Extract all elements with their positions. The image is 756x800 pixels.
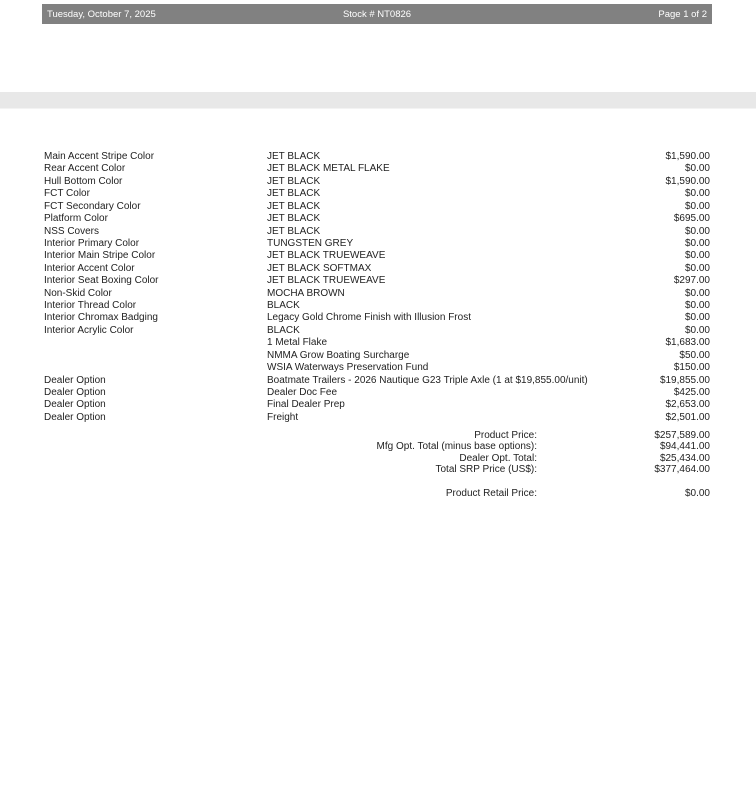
total-value: $25,434.00 — [659, 452, 710, 464]
header-stock-number: Stock # NT0826 — [342, 8, 412, 20]
table-row — [44, 213, 710, 225]
totals-lines — [44, 430, 710, 476]
option-name-cell: Dealer Option — [44, 387, 106, 399]
option-description-cell: BLACK — [267, 300, 300, 312]
option-description-cell: 1 Metal Flake — [267, 337, 328, 349]
total-value: $377,464.00 — [654, 464, 710, 476]
option-description-cell: JET BLACK METAL FLAKE — [267, 163, 390, 175]
table-row — [44, 176, 710, 188]
table-row — [44, 263, 710, 275]
option-description-cell: Dealer Doc Fee — [267, 387, 338, 399]
option-price-cell: $50.00 — [679, 349, 710, 361]
option-price-cell: $0.00 — [684, 200, 710, 212]
option-description-cell: JET BLACK — [267, 151, 321, 162]
option-description-cell: Legacy Gold Chrome Finish with Illusion Frost — [267, 312, 471, 324]
option-price-cell: $0.00 — [684, 287, 710, 299]
option-description-cell: MOCHA BROWN — [267, 287, 345, 299]
option-description-cell: JET BLACK TRUEWEAVE — [267, 250, 386, 262]
option-name-cell: FCT Color — [44, 188, 90, 200]
option-name-cell — [44, 350, 267, 362]
total-value: $257,589.00 — [654, 430, 710, 441]
option-description-cell: TUNGSTEN GREY — [267, 237, 354, 249]
retail-price-label: Product Retail Price: — [445, 487, 537, 499]
option-name-cell: Interior Acrylic Color — [44, 324, 134, 336]
option-price-cell: $0.00 — [684, 188, 710, 200]
total-line — [44, 430, 710, 441]
option-name-cell: Dealer Option — [44, 411, 106, 423]
table-row — [44, 275, 710, 287]
option-name-cell: Dealer Option — [44, 374, 106, 386]
option-description-cell: Freight — [267, 411, 299, 423]
option-price-cell: $0.00 — [684, 262, 710, 274]
option-description-cell: JET BLACK — [267, 188, 321, 200]
table-row — [44, 312, 710, 324]
option-name-cell: Platform Color — [44, 213, 108, 225]
option-description-cell: JET BLACK TRUEWEAVE — [267, 275, 386, 287]
option-name-cell: Interior Chromax Badging — [44, 312, 158, 324]
option-price-cell: $0.00 — [684, 225, 710, 237]
report-header-bar — [42, 4, 712, 24]
table-row — [44, 387, 710, 399]
option-price-cell: $19,855.00 — [659, 374, 710, 386]
option-price-cell: $0.00 — [684, 300, 710, 312]
table-row — [44, 151, 710, 163]
table-row — [44, 399, 710, 411]
option-description-cell: JET BLACK — [267, 200, 321, 212]
total-label: Product Price: — [474, 430, 537, 441]
option-name-cell — [44, 362, 267, 374]
table-row — [44, 375, 710, 387]
totals-section — [44, 430, 710, 499]
table-row — [44, 337, 710, 349]
option-price-cell: $0.00 — [684, 312, 710, 324]
option-description-cell: JET BLACK — [267, 175, 321, 187]
option-price-cell: $0.00 — [684, 250, 710, 262]
option-price-cell: $297.00 — [673, 275, 710, 287]
option-name-cell: Hull Bottom Color — [44, 175, 123, 187]
option-price-cell: $2,501.00 — [665, 411, 710, 423]
option-price-cell: $0.00 — [684, 237, 710, 249]
option-price-cell: $0.00 — [684, 163, 710, 175]
option-price-cell: $150.00 — [673, 362, 710, 374]
table-row — [44, 362, 710, 374]
option-name-cell — [44, 337, 267, 349]
table-row — [44, 163, 710, 175]
option-name-cell: Main Accent Stripe Color — [44, 151, 155, 162]
header-date: Tuesday, October 7, 2025 — [47, 8, 156, 20]
option-description-cell: BLACK — [267, 324, 300, 336]
option-description-cell: WSIA Waterways Preservation Fund — [267, 362, 429, 374]
option-name-cell: Non-Skid Color — [44, 287, 112, 299]
option-price-cell: $1,683.00 — [665, 337, 710, 349]
table-row — [44, 412, 710, 424]
table-row — [44, 201, 710, 213]
table-row — [44, 350, 710, 362]
option-price-cell: $425.00 — [673, 387, 710, 399]
option-price-cell: $1,590.00 — [665, 175, 710, 187]
retail-price-value: $0.00 — [684, 487, 710, 499]
total-label: Mfg Opt. Total (minus base options): — [376, 441, 537, 453]
option-description-cell: JET BLACK — [267, 213, 321, 225]
retail-price-line — [44, 488, 710, 499]
option-name-cell: Dealer Option — [44, 399, 106, 411]
option-name-cell: Rear Accent Color — [44, 163, 126, 175]
group-header-band — [0, 92, 756, 109]
total-line — [44, 441, 710, 452]
option-description-cell: JET BLACK SOFTMAX — [267, 262, 372, 274]
total-line — [44, 453, 710, 464]
table-row — [44, 288, 710, 300]
option-description-cell: Final Dealer Prep — [267, 399, 345, 411]
header-page-indicator: Page 1 of 2 — [658, 8, 707, 20]
table-row — [44, 325, 710, 337]
table-row — [44, 226, 710, 238]
option-name-cell: NSS Covers — [44, 225, 100, 237]
option-name-cell: FCT Secondary Color — [44, 200, 141, 212]
options-table — [44, 151, 710, 424]
option-name-cell: Interior Accent Color — [44, 262, 135, 274]
option-description-cell: NMMA Grow Boating Surcharge — [267, 349, 410, 361]
table-row — [44, 300, 710, 312]
option-description-cell: JET BLACK — [267, 225, 321, 237]
option-price-cell: $2,653.00 — [665, 399, 710, 411]
table-row — [44, 238, 710, 250]
option-name-cell: Interior Main Stripe Color — [44, 250, 156, 262]
table-row — [44, 250, 710, 262]
option-price-cell: $0.00 — [684, 324, 710, 336]
total-line — [44, 464, 710, 475]
total-label: Dealer Opt. Total: — [459, 452, 537, 464]
option-description-cell: Boatmate Trailers - 2026 Nautique G23 Triple Axle (1 at $19,855.00/unit) — [267, 374, 588, 386]
total-value: $94,441.00 — [659, 441, 710, 453]
option-name-cell: Interior Primary Color — [44, 237, 140, 249]
option-name-cell: Interior Thread Color — [44, 300, 137, 312]
option-name-cell: Interior Seat Boxing Color — [44, 275, 159, 287]
option-price-cell: $1,590.00 — [665, 151, 710, 162]
table-row — [44, 188, 710, 200]
total-label: Total SRP Price (US$): — [435, 464, 537, 476]
option-price-cell: $695.00 — [673, 213, 710, 225]
